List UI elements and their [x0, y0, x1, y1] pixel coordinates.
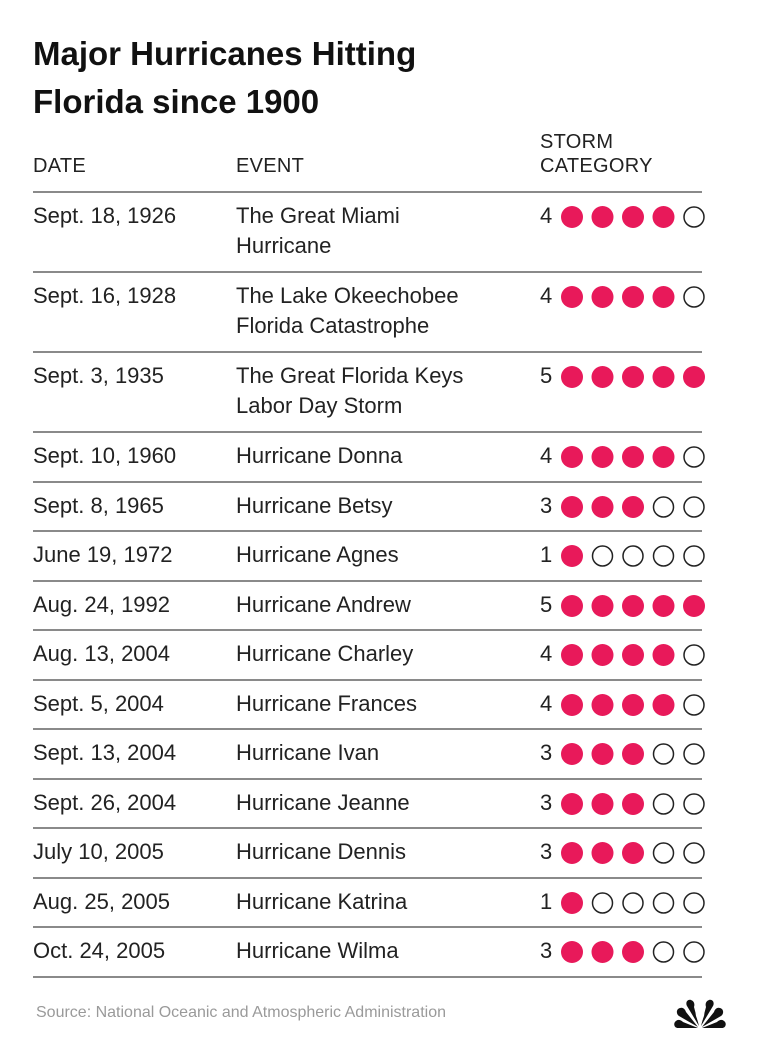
cell-date: Sept. 5, 2004	[33, 691, 164, 716]
row-divider	[33, 530, 702, 532]
category-dot-filled	[561, 366, 583, 388]
category-dot-filled	[622, 366, 644, 388]
cell-event-line: Florida Catastrophe	[236, 313, 430, 338]
cell-category	[540, 590, 702, 620]
category-dot-empty	[654, 794, 674, 814]
category-dots	[560, 693, 705, 717]
category-dot-empty	[654, 546, 674, 566]
category-dot-filled	[592, 286, 614, 308]
cell-date: Sept. 26, 2004	[33, 790, 177, 815]
category-dot-filled	[622, 206, 644, 228]
category-number: 1	[540, 542, 553, 567]
cell-event	[236, 281, 536, 341]
cell-date: June 19, 1972	[33, 542, 173, 567]
row-divider	[33, 191, 702, 193]
category-dot-filled	[683, 595, 705, 617]
row-divider	[33, 778, 702, 780]
category-dot-filled	[592, 644, 614, 666]
category-dot-filled	[683, 366, 705, 388]
cell-event-line: Hurricane Katrina	[236, 889, 408, 914]
category-dots	[560, 285, 705, 309]
category-dots	[560, 940, 705, 964]
category-dot-empty	[684, 893, 704, 913]
cell-event	[236, 441, 536, 471]
cell-event-line: Hurricane Charley	[236, 641, 414, 666]
cell-event-line: Hurricane Agnes	[236, 542, 399, 567]
category-dot-filled	[592, 206, 614, 228]
category-dot-filled	[653, 446, 675, 468]
category-dots	[560, 495, 705, 519]
category-dot-empty	[684, 447, 704, 467]
cell-event-line: Hurricane Dennis	[236, 839, 406, 864]
cell-event	[236, 540, 536, 570]
row-divider	[33, 351, 702, 353]
category-number: 5	[540, 592, 553, 617]
cell-date: Aug. 24, 1992	[33, 592, 171, 617]
category-dot-empty	[684, 794, 704, 814]
row-divider	[33, 481, 702, 483]
source-note: Source: National Oceanic and Atmospheric Administration	[36, 1004, 446, 1021]
category-dot-filled	[622, 743, 644, 765]
row-divider	[33, 679, 702, 681]
cell-date: Oct. 24, 2005	[33, 938, 166, 963]
cell-event	[236, 788, 536, 818]
category-dot-empty	[684, 546, 704, 566]
category-dots	[560, 891, 705, 915]
category-number: 3	[540, 839, 553, 864]
category-dot-filled	[561, 496, 583, 518]
cell-date: Sept. 10, 1960	[33, 443, 177, 468]
category-dot-filled	[653, 206, 675, 228]
category-dot-filled	[653, 286, 675, 308]
category-dot-filled	[561, 206, 583, 228]
category-dot-filled	[622, 286, 644, 308]
cell-event-line: Hurricane	[236, 233, 332, 258]
category-dot-filled	[561, 694, 583, 716]
category-dot-filled	[653, 595, 675, 617]
cell-event-line: Hurricane Frances	[236, 691, 417, 716]
category-dot-filled	[592, 496, 614, 518]
category-dot-empty	[623, 546, 643, 566]
category-dot-filled	[561, 286, 583, 308]
cell-event	[236, 738, 536, 768]
row-divider	[33, 271, 702, 273]
cell-event-line: Labor Day Storm	[236, 393, 403, 418]
cell-date: Sept. 16, 1928	[33, 283, 177, 308]
category-number: 3	[540, 740, 553, 765]
row-divider	[33, 580, 702, 582]
cell-category	[540, 887, 702, 917]
category-dot-filled	[622, 595, 644, 617]
category-number: 4	[540, 641, 553, 666]
cell-event-line: Hurricane Wilma	[236, 938, 399, 963]
category-dots	[560, 792, 705, 816]
category-dot-filled	[592, 595, 614, 617]
column-header-event: EVENT	[236, 155, 305, 177]
category-number: 1	[540, 889, 553, 914]
category-dots	[560, 841, 705, 865]
category-number: 4	[540, 691, 553, 716]
category-dots	[560, 365, 705, 389]
cell-event-line: Hurricane Betsy	[236, 493, 393, 518]
category-dot-filled	[561, 595, 583, 617]
row-divider	[33, 877, 702, 879]
cell-event-line: The Great Florida Keys	[236, 363, 464, 388]
cell-event	[236, 201, 536, 261]
cell-date: Sept. 18, 1926	[33, 203, 177, 228]
cell-event	[236, 639, 536, 669]
category-dot-filled	[592, 366, 614, 388]
row-divider	[33, 431, 702, 433]
category-dot-filled	[653, 694, 675, 716]
category-dot-empty	[654, 497, 674, 517]
cell-date: Aug. 13, 2004	[33, 641, 171, 666]
category-dot-filled	[622, 496, 644, 518]
cell-category	[540, 441, 702, 471]
row-divider	[33, 629, 702, 631]
category-dot-filled	[592, 694, 614, 716]
category-dots	[560, 594, 705, 618]
category-number: 5	[540, 363, 553, 388]
category-number: 3	[540, 938, 553, 963]
category-number: 4	[540, 443, 553, 468]
cell-event-line: Hurricane Donna	[236, 443, 403, 468]
cell-event-line: Hurricane Andrew	[236, 592, 411, 617]
title-line: Major Hurricanes Hitting	[33, 35, 417, 72]
category-dot-filled	[622, 793, 644, 815]
category-dot-filled	[561, 545, 583, 567]
cell-date: Sept. 8, 1965	[33, 493, 164, 518]
category-dot-filled	[561, 892, 583, 914]
category-dot-filled	[592, 743, 614, 765]
cell-category	[540, 936, 702, 966]
category-number: 4	[540, 203, 553, 228]
category-dot-empty	[684, 942, 704, 962]
cell-event-line: Hurricane Jeanne	[236, 790, 410, 815]
category-dot-filled	[622, 644, 644, 666]
cell-category	[540, 201, 702, 231]
column-header-category-line: STORM	[540, 131, 614, 153]
category-dot-filled	[561, 941, 583, 963]
category-dot-empty	[684, 695, 704, 715]
category-dot-empty	[684, 843, 704, 863]
cell-category	[540, 639, 702, 669]
category-dots	[560, 544, 705, 568]
category-dot-filled	[561, 842, 583, 864]
category-dot-filled	[622, 694, 644, 716]
cell-category	[540, 491, 702, 521]
cell-event	[236, 590, 536, 620]
category-dots	[560, 742, 705, 766]
category-dot-filled	[592, 446, 614, 468]
category-dot-empty	[684, 744, 704, 764]
category-dot-empty	[593, 546, 613, 566]
category-dot-filled	[653, 366, 675, 388]
category-dots	[560, 643, 705, 667]
cell-event	[236, 361, 536, 421]
cell-category	[540, 281, 702, 311]
category-dot-empty	[654, 744, 674, 764]
cell-date: Sept. 3, 1935	[33, 363, 164, 388]
category-dot-filled	[592, 941, 614, 963]
cell-category	[540, 788, 702, 818]
cell-event	[236, 837, 536, 867]
cell-date: Aug. 25, 2005	[33, 889, 171, 914]
row-divider	[33, 976, 702, 978]
cell-category	[540, 837, 702, 867]
column-header-category-line: CATEGORY	[540, 155, 653, 177]
cell-event-line: Hurricane Ivan	[236, 740, 380, 765]
category-dot-filled	[622, 446, 644, 468]
cell-category	[540, 738, 702, 768]
cell-category	[540, 689, 702, 719]
cell-date: Sept. 13, 2004	[33, 740, 177, 765]
title-line: Florida since 1900	[33, 83, 320, 120]
category-dots	[560, 445, 705, 469]
cell-category	[540, 361, 702, 391]
category-dots	[560, 205, 705, 229]
category-dot-filled	[592, 793, 614, 815]
category-dot-filled	[561, 446, 583, 468]
row-divider	[33, 827, 702, 829]
column-header-category	[540, 130, 653, 178]
category-dot-empty	[684, 287, 704, 307]
category-dot-filled	[622, 941, 644, 963]
category-dot-filled	[653, 644, 675, 666]
category-dot-filled	[561, 743, 583, 765]
cell-event	[236, 689, 536, 719]
category-number: 3	[540, 493, 553, 518]
category-number: 4	[540, 283, 553, 308]
cell-event-line: The Lake Okeechobee	[236, 283, 459, 308]
row-divider	[33, 728, 702, 730]
category-dot-empty	[654, 942, 674, 962]
cell-event	[236, 491, 536, 521]
row-divider	[33, 926, 702, 928]
category-dot-filled	[622, 842, 644, 864]
category-number: 3	[540, 790, 553, 815]
category-dot-empty	[623, 893, 643, 913]
chart-title	[33, 30, 593, 126]
category-dot-empty	[684, 645, 704, 665]
category-dot-empty	[684, 207, 704, 227]
column-header-date: DATE	[33, 155, 87, 177]
category-dot-empty	[593, 893, 613, 913]
nbc-peacock-icon	[672, 994, 728, 1030]
category-dot-empty	[654, 843, 674, 863]
category-dot-filled	[592, 842, 614, 864]
category-dot-empty	[654, 893, 674, 913]
category-dot-empty	[684, 497, 704, 517]
category-dot-filled	[561, 644, 583, 666]
cell-event-line: The Great Miami	[236, 203, 400, 228]
cell-category	[540, 540, 702, 570]
category-dot-filled	[561, 793, 583, 815]
cell-event	[236, 936, 536, 966]
cell-date: July 10, 2005	[33, 839, 164, 864]
cell-event	[236, 887, 536, 917]
